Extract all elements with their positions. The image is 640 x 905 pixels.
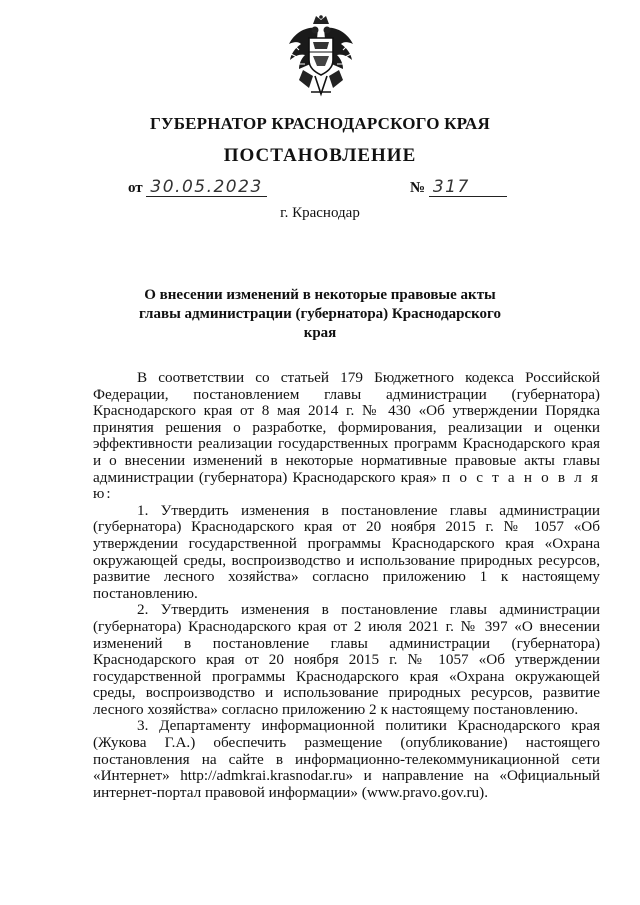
item-1-paragraph: 1. Утвердить изменения в постановление главы администрации (губернатора) Краснодарского края от 20 ноября 2015 г. № 1057 «Об утверждении государственной программы Краснодарского края «Охрана окружающей среды, воспроизводство и использование природных ресурсов, развитие лесного хозяйства» согласно приложению 1 к настоящему постановлению. (93, 501, 600, 602)
date-line (128, 178, 267, 197)
city-line: г. Краснодар (280, 205, 360, 221)
item-2-paragraph: 2. Утвердить изменения в постановление главы администрации (губернатора) Краснодарского края от 2 июля 2021 г. № 397 «О внесении изменений в постановление главы администрации (губернатора) Краснодарского края от 20 ноября 2015 г. № 1057 «Об утверждении государственной программы Краснодарского края «Охрана окружающей среды, воспроизводство и использование природных ресурсов, развитие лесного хозяйства» согласно приложению 2 к настоящему постановлению. (93, 601, 600, 718)
date-label: от (128, 180, 143, 196)
date-value: 30.05.2023 (146, 178, 266, 197)
number-label: № (410, 180, 426, 196)
preamble-paragraph (93, 370, 600, 503)
decree-word: п о с т а н о в л я ю: (93, 468, 600, 503)
issuer-heading: ГУБЕРНАТОР КРАСНОДАРСКОГО КРАЯ (150, 114, 490, 133)
document-title: О внесении изменений в некоторые правовые акты главы администрации (губернатора) Краснодарского края (139, 287, 501, 341)
number-line (410, 178, 507, 197)
item-3-paragraph: 3. Департаменту информационной политики Краснодарского края (Жукова Г.А.) обеспечить размещение (опубликование) настоящего постановления на сайте в информационно-телекоммуникационной сети «Интернет» http://admkrai.krasnodar.ru» и направление на «Официальный интернет-портал правовой информации» (www.pravo.gov.ru). (93, 717, 600, 801)
number-value: 317 (429, 178, 507, 197)
coat-of-arms-emblem (285, 14, 357, 100)
document-body (93, 370, 600, 801)
preamble-text: В соответствии со статьей 179 Бюджетного кодекса Российской Федерации, постановлением главы администрации (губернатора) Краснодарского края от 8 мая 2014 г. № 430 «Об утверждении Порядка принятия решения о разработке, формирования, реализации и оценки эффективности реализации государственных программ Краснодарского края и о внесении изменений в некоторые нормативные правовые акты главы администрации (губернатора) Краснодарского края» (93, 369, 600, 486)
document-type-heading: ПОСТАНОВЛЕНИЕ (223, 145, 417, 166)
